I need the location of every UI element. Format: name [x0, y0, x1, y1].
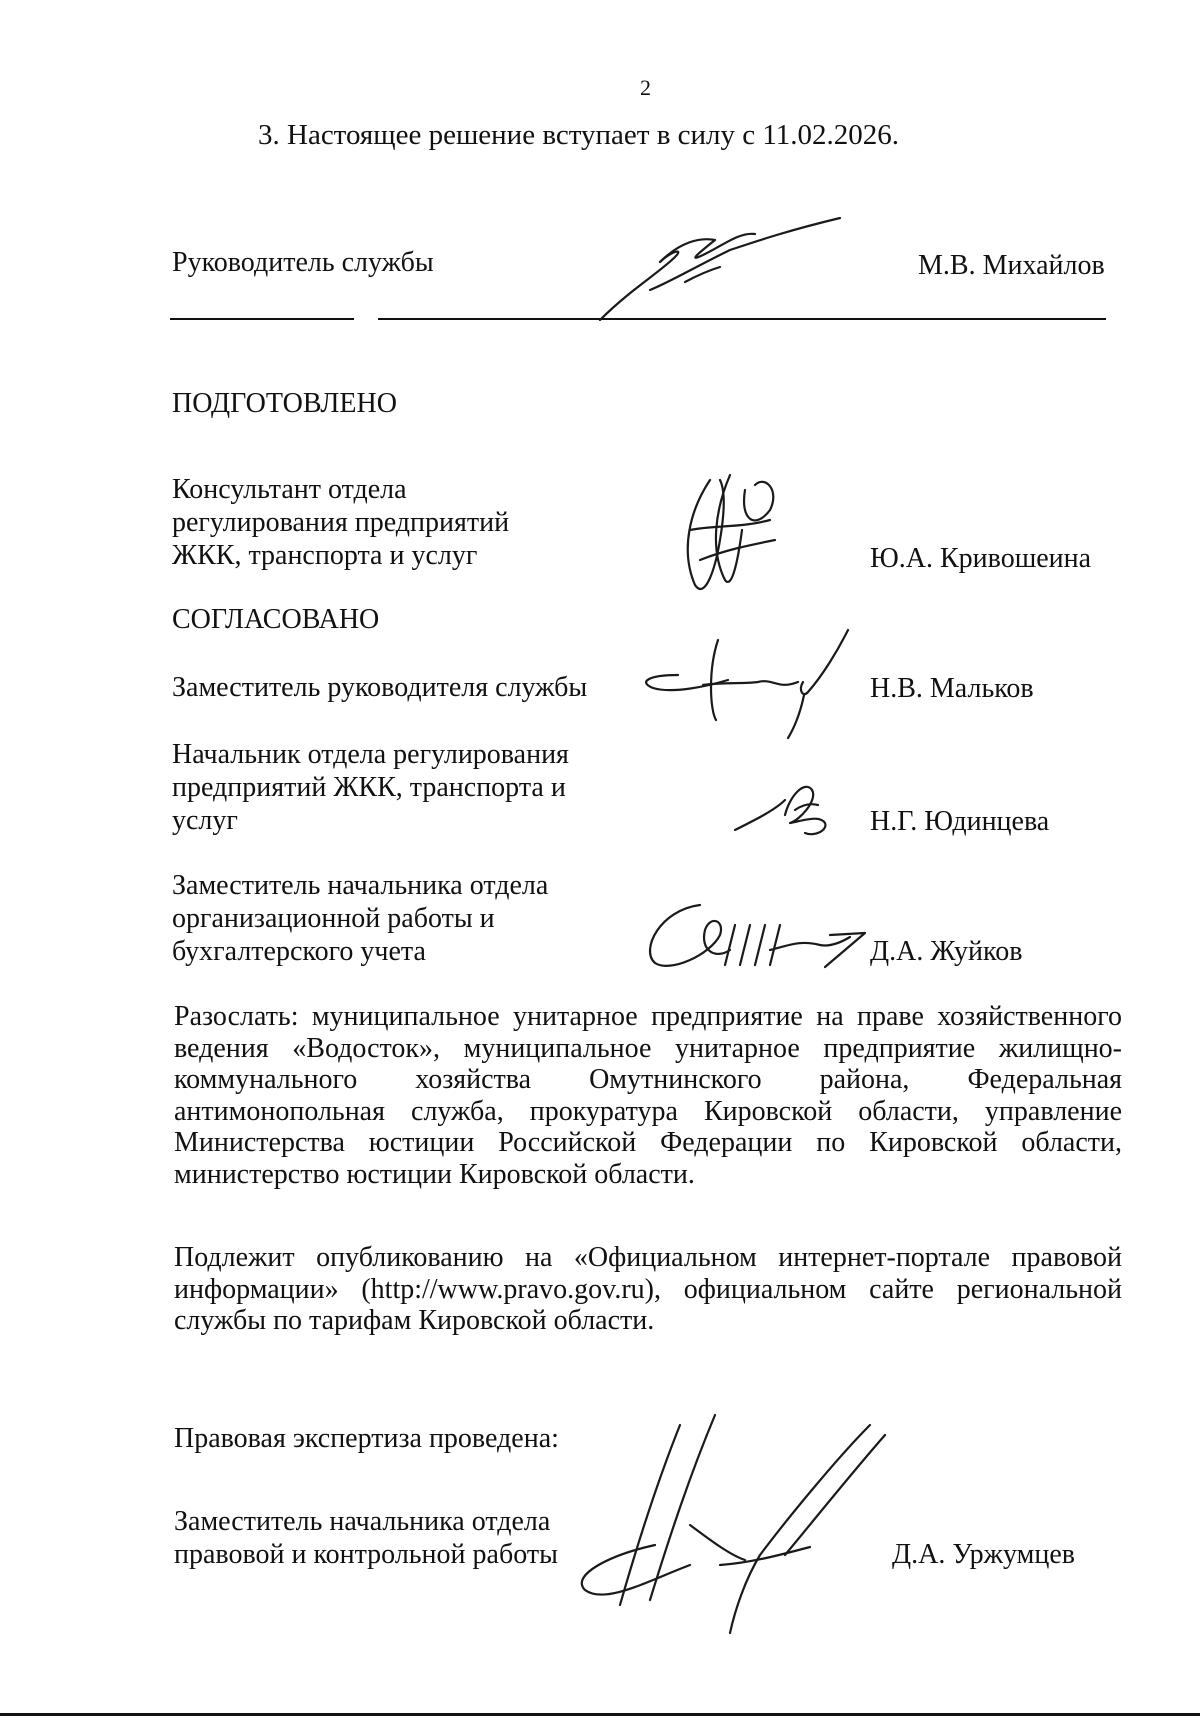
signature-mikhailov	[590, 212, 860, 332]
signature-urzhumtsev	[570, 1405, 920, 1640]
bottom-scan-edge	[0, 1713, 1200, 1716]
signature-yudintseva	[730, 775, 840, 845]
prepared-name: Ю.А. Кривошеина	[870, 543, 1092, 574]
legal-review-position-line-1: Заместитель начальника отдела	[174, 1506, 551, 1537]
agreed-3-position-line-1: Заместитель начальника отдела	[172, 870, 549, 901]
signature-krivosheina	[670, 470, 810, 605]
legal-review-heading: Правовая экспертиза проведена:	[174, 1423, 559, 1454]
publication-note: Подлежит опубликованию на «Официальном интернет-портале правовой информации» (http://www.pravo.gov.ru), официальном сайте региональной службы по тарифам Кировской области.	[174, 1242, 1122, 1336]
signature-line-short	[170, 318, 354, 320]
agreed-2-position-line-1: Начальник отдела регулирования	[172, 739, 569, 770]
signature-zhuikov	[640, 895, 870, 975]
head-position: Руководитель службы	[172, 247, 434, 278]
prepared-position-line-2: регулирования предприятий	[172, 507, 510, 538]
agreed-3-name: Д.А. Жуйков	[870, 936, 1023, 967]
signature-malkov	[628, 620, 868, 750]
distribution-list: Разослать: муниципальное унитарное предприятие на праве хозяйственного ведения «Водосток», муниципальное унитарное предприятие жилищно-коммунального хозяйства Омутнинского района, Федеральная антимонопольная служба, прокуратура Кировской области, управление Министерства юстиции Российской Федерации по Кировской области, министерство юстиции Кировской области.	[174, 1001, 1122, 1190]
legal-review-name: Д.А. Уржумцев	[892, 1539, 1076, 1570]
clause-3: 3. Настоящее решение вступает в силу с 11.02.2026.	[258, 119, 900, 151]
page-number: 2	[640, 75, 651, 100]
legal-review-position-line-2: правовой и контрольной работы	[174, 1539, 558, 1570]
agreed-3-position-line-2: организационной работы и	[172, 903, 495, 934]
prepared-heading: ПОДГОТОВЛЕНО	[172, 388, 397, 419]
agreed-1-name: Н.В. Мальков	[870, 673, 1034, 704]
agreed-2-position-line-3: услуг	[172, 805, 238, 836]
agreed-2-name: Н.Г. Юдинцева	[870, 806, 1050, 837]
prepared-position-line-3: ЖКК, транспорта и услуг	[172, 540, 478, 571]
agreed-2-position-line-2: предприятий ЖКК, транспорта и	[172, 772, 566, 803]
agreed-heading: СОГЛАСОВАНО	[172, 604, 380, 635]
agreed-3-position-line-3: бухгалтерского учета	[172, 936, 426, 967]
agreed-1-position: Заместитель руководителя службы	[172, 672, 588, 703]
prepared-position-line-1: Консультант отдела	[172, 474, 407, 505]
head-name: М.В. Михайлов	[918, 250, 1105, 281]
